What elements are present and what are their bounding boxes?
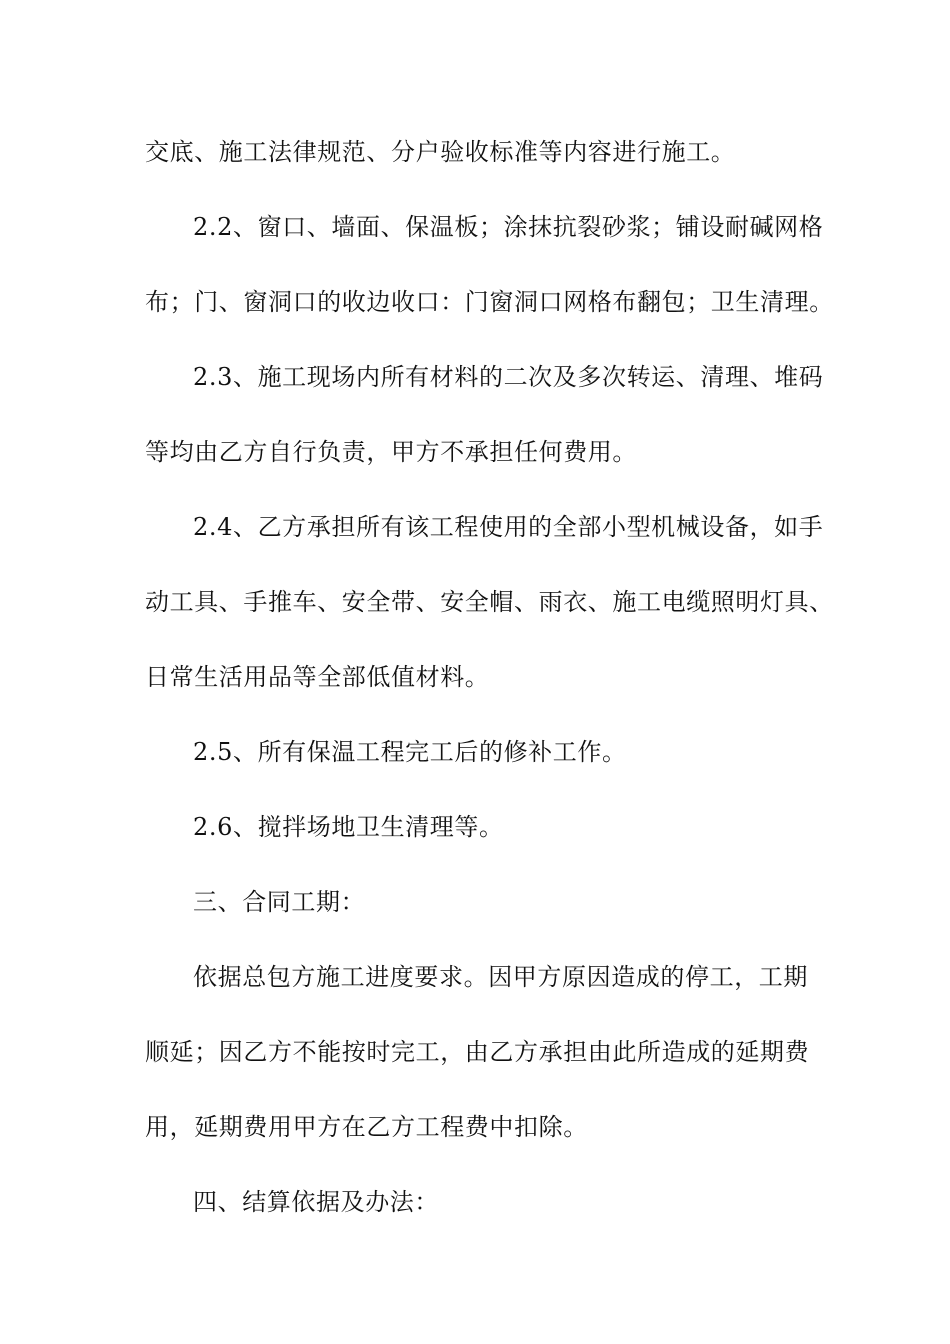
text-line-14: 用，延期费用甲方在乙方工程费中扣除。	[145, 1113, 588, 1141]
text-line-10: 2.6、搅拌场地卫生清理等。	[193, 813, 504, 841]
text-line-7: 动工具、手推车、安全带、安全帽、雨衣、施工电缆照明灯具、	[145, 588, 834, 616]
text-line-8: 日常生活用品等全部低值材料。	[145, 663, 490, 691]
section-heading-4: 四、结算依据及办法：	[193, 1188, 439, 1216]
text-line-5: 等均由乙方自行负责，甲方不承担任何费用。	[145, 438, 637, 466]
text-line-4: 2.3、施工现场内所有材料的二次及多次转运、清理、堆码	[193, 363, 824, 391]
section-heading-3: 三、合同工期：	[193, 888, 366, 916]
text-line-1: 交底、施工法律规范、分户验收标准等内容进行施工。	[145, 138, 736, 166]
text-line-2: 2.2、窗口、墙面、保温板；涂抹抗裂砂浆；铺设耐碱网格	[193, 213, 824, 241]
text-line-12: 依据总包方施工进度要求。因甲方原因造成的停工，工期	[193, 963, 808, 991]
text-line-3: 布；门、窗洞口的收边收口：门窗洞口网格布翻包；卫生清理。	[145, 288, 834, 316]
text-line-9: 2.5、所有保温工程完工后的修补工作。	[193, 738, 627, 766]
text-line-13: 顺延；因乙方不能按时完工，由乙方承担由此所造成的延期费	[145, 1038, 810, 1066]
text-line-6: 2.4、乙方承担所有该工程使用的全部小型机械设备，如手	[193, 513, 824, 541]
